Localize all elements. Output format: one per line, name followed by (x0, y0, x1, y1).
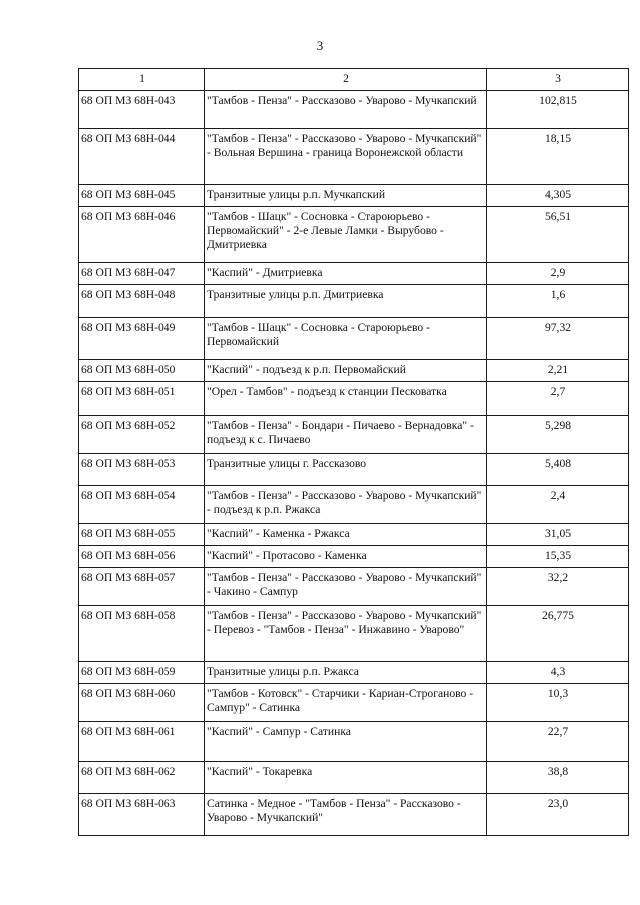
road-length-cell: 56,51 (487, 207, 629, 263)
road-description-cell: "Тамбов - Шацк" - Сосновка - Староюрьево - Первомайский (205, 318, 487, 360)
table-row (79, 524, 629, 546)
road-length-cell: 5,298 (487, 416, 629, 454)
road-length-cell: 10,3 (487, 684, 629, 722)
road-length-cell: 23,0 (487, 794, 629, 836)
road-code-cell: 68 ОП МЗ 68Н-056 (79, 546, 205, 568)
road-length-cell: 4,3 (487, 662, 629, 684)
road-length-cell: 18,15 (487, 129, 629, 185)
road-description-cell: "Тамбов - Пенза" - Рассказово - Уварово - Мучкапский" - Вольная Вершина - граница Воронежской области (205, 129, 487, 185)
road-description-cell: Транзитные улицы р.п. Ржакса (205, 662, 487, 684)
road-length-cell: 97,32 (487, 318, 629, 360)
road-description-cell: "Тамбов - Пенза" - Рассказово - Уварово - Мучкапский (205, 91, 487, 129)
road-description-cell: "Каспий" - Сампур - Сатинка (205, 722, 487, 762)
road-code-cell: 68 ОП МЗ 68Н-059 (79, 662, 205, 684)
road-code-cell: 68 ОП МЗ 68Н-055 (79, 524, 205, 546)
road-description-cell: "Каспий" - Каменка - Ржакса (205, 524, 487, 546)
table-row (79, 606, 629, 662)
road-code-cell: 68 ОП МЗ 68Н-063 (79, 794, 205, 836)
table-row (79, 185, 629, 207)
table-row (79, 568, 629, 606)
road-code-cell: 68 ОП МЗ 68Н-053 (79, 454, 205, 486)
column-header-1: 1 (79, 69, 205, 91)
roads-table (78, 68, 629, 836)
table-row (79, 129, 629, 185)
road-length-cell: 1,6 (487, 285, 629, 318)
road-description-cell: "Тамбов - Шацк" - Сосновка - Староюрьево - Первомайский" - 2-е Левые Ламки - Вырубово - Дмитриевка (205, 207, 487, 263)
column-header-2: 2 (205, 69, 487, 91)
road-description-cell: Транзитные улицы р.п. Дмитриевка (205, 285, 487, 318)
road-description-cell: "Каспий" - Токаревка (205, 762, 487, 794)
road-description-cell: "Каспий" - Протасово - Каменка (205, 546, 487, 568)
road-description-cell: "Каспий" - Дмитриевка (205, 263, 487, 285)
table-row (79, 263, 629, 285)
road-description-cell: Транзитные улицы г. Рассказово (205, 454, 487, 486)
road-description-cell: Сатинка - Медное - "Тамбов - Пенза" - Рассказово - Уварово - Мучкапский" (205, 794, 487, 836)
road-description-cell: "Орел - Тамбов" - подъезд к станции Песковатка (205, 382, 487, 416)
road-code-cell: 68 ОП МЗ 68Н-058 (79, 606, 205, 662)
road-length-cell: 2,7 (487, 382, 629, 416)
road-code-cell: 68 ОП МЗ 68Н-046 (79, 207, 205, 263)
column-header-3: 3 (487, 69, 629, 91)
table-row (79, 207, 629, 263)
road-description-cell: "Тамбов - Пенза" - Рассказово - Уварово - Мучкапский" - подъезд к р.п. Ржакса (205, 486, 487, 524)
table-row (79, 285, 629, 318)
table-row (79, 360, 629, 382)
road-code-cell: 68 ОП МЗ 68Н-060 (79, 684, 205, 722)
road-code-cell: 68 ОП МЗ 68Н-050 (79, 360, 205, 382)
road-description-cell: Транзитные улицы р.п. Мучкапский (205, 185, 487, 207)
road-length-cell: 26,775 (487, 606, 629, 662)
road-code-cell: 68 ОП МЗ 68Н-043 (79, 91, 205, 129)
table-header-row (79, 69, 629, 91)
road-length-cell: 5,408 (487, 454, 629, 486)
road-length-cell: 31,05 (487, 524, 629, 546)
road-length-cell: 102,815 (487, 91, 629, 129)
road-code-cell: 68 ОП МЗ 68Н-061 (79, 722, 205, 762)
road-code-cell: 68 ОП МЗ 68Н-052 (79, 416, 205, 454)
table-row (79, 91, 629, 129)
road-code-cell: 68 ОП МЗ 68Н-049 (79, 318, 205, 360)
road-code-cell: 68 ОП МЗ 68Н-044 (79, 129, 205, 185)
table-row (79, 416, 629, 454)
road-length-cell: 22,7 (487, 722, 629, 762)
table-row (79, 684, 629, 722)
table-row (79, 762, 629, 794)
table-row (79, 382, 629, 416)
road-length-cell: 15,35 (487, 546, 629, 568)
road-description-cell: "Тамбов - Пенза" - Рассказово - Уварово - Мучкапский" - Перевоз - "Тамбов - Пенза" - Инжавино - Уварово" (205, 606, 487, 662)
road-description-cell: "Тамбов - Пенза" - Рассказово - Уварово - Мучкапский" - Чакино - Сампур (205, 568, 487, 606)
road-code-cell: 68 ОП МЗ 68Н-062 (79, 762, 205, 794)
road-code-cell: 68 ОП МЗ 68Н-047 (79, 263, 205, 285)
table-row (79, 454, 629, 486)
table-row (79, 794, 629, 836)
table-row (79, 318, 629, 360)
road-length-cell: 2,21 (487, 360, 629, 382)
table-row (79, 546, 629, 568)
table-row (79, 722, 629, 762)
road-code-cell: 68 ОП МЗ 68Н-045 (79, 185, 205, 207)
table-row (79, 486, 629, 524)
page-number: 3 (316, 38, 324, 53)
road-code-cell: 68 ОП МЗ 68Н-054 (79, 486, 205, 524)
road-description-cell: "Тамбов - Пенза" - Бондари - Пичаево - Вернадовка" - подъезд к с. Пичаево (205, 416, 487, 454)
road-description-cell: "Каспий" - подъезд к р.п. Первомайский (205, 360, 487, 382)
road-code-cell: 68 ОП МЗ 68Н-048 (79, 285, 205, 318)
road-length-cell: 32,2 (487, 568, 629, 606)
road-length-cell: 2,9 (487, 263, 629, 285)
table-row (79, 662, 629, 684)
road-code-cell: 68 ОП МЗ 68Н-051 (79, 382, 205, 416)
road-length-cell: 2,4 (487, 486, 629, 524)
road-length-cell: 38,8 (487, 762, 629, 794)
road-length-cell: 4,305 (487, 185, 629, 207)
road-code-cell: 68 ОП МЗ 68Н-057 (79, 568, 205, 606)
road-description-cell: "Тамбов - Котовск" - Старчики - Кариан-Строганово - Сампур" - Сатинка (205, 684, 487, 722)
